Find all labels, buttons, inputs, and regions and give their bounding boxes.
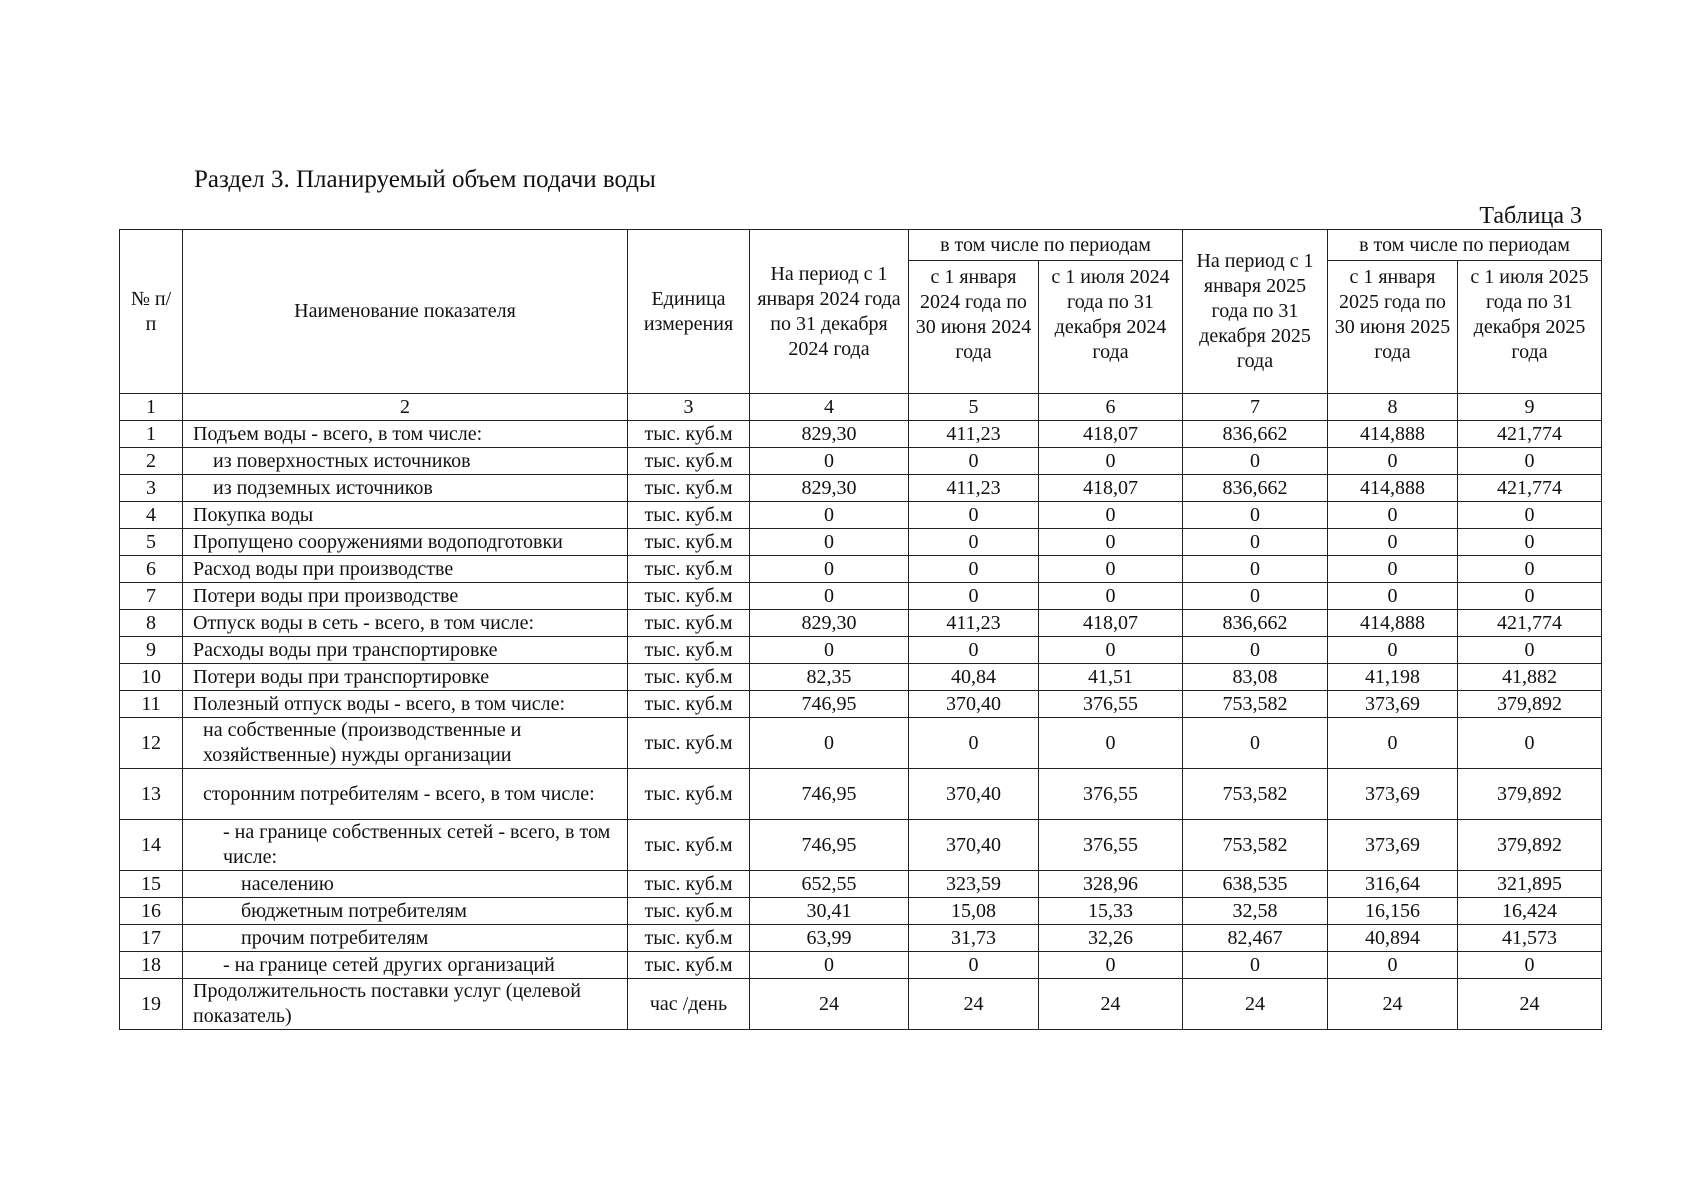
value-cell: 0 <box>1183 583 1328 610</box>
value-cell: 836,662 <box>1183 610 1328 637</box>
unit-cell: тыс. куб.м <box>628 637 750 664</box>
indicator-name: - на границе сетей других организаций <box>183 952 628 979</box>
column-number: 1 <box>120 394 183 421</box>
row-number: 17 <box>120 925 183 952</box>
header-h1-2025: с 1 января 2025 года по 30 июня 2025 года <box>1328 261 1458 394</box>
value-cell: 411,23 <box>909 475 1039 502</box>
row-number: 7 <box>120 583 183 610</box>
value-cell: 30,41 <box>750 898 909 925</box>
value-cell: 829,30 <box>750 421 909 448</box>
indicator-name: - на границе собственных сетей - всего, в том числе: <box>183 820 628 871</box>
indicator-name: Потери воды при транспортировке <box>183 664 628 691</box>
value-cell: 376,55 <box>1039 691 1183 718</box>
indicator-name: Отпуск воды в сеть - всего, в том числе: <box>183 610 628 637</box>
table-row <box>120 718 1602 769</box>
table-row <box>120 952 1602 979</box>
unit-cell: тыс. куб.м <box>628 664 750 691</box>
value-cell: 0 <box>750 952 909 979</box>
value-cell: 0 <box>750 556 909 583</box>
column-number: 2 <box>183 394 628 421</box>
value-cell: 836,662 <box>1183 421 1328 448</box>
unit-cell: тыс. куб.м <box>628 502 750 529</box>
indicator-name: на собственные (производственные и хозяйственные) нужды организации <box>183 718 628 769</box>
table-row <box>120 820 1602 871</box>
header-period-2024: На период с 1 января 2024 года по 31 декабря 2024 года <box>750 230 909 394</box>
value-cell: 379,892 <box>1458 691 1602 718</box>
water-supply-table <box>119 229 1602 1030</box>
value-cell: 31,73 <box>909 925 1039 952</box>
table-row <box>120 898 1602 925</box>
indicator-name: из подземных источников <box>183 475 628 502</box>
table-row <box>120 583 1602 610</box>
value-cell: 0 <box>1039 583 1183 610</box>
row-number: 3 <box>120 475 183 502</box>
value-cell: 373,69 <box>1328 769 1458 820</box>
value-cell: 379,892 <box>1458 820 1602 871</box>
header-num: № п/п <box>120 230 183 394</box>
value-cell: 0 <box>909 637 1039 664</box>
value-cell: 0 <box>750 637 909 664</box>
value-cell: 746,95 <box>750 769 909 820</box>
column-number: 7 <box>1183 394 1328 421</box>
value-cell: 370,40 <box>909 769 1039 820</box>
value-cell: 0 <box>1328 502 1458 529</box>
header-period-2025: На период с 1 января 2025 года по 31 декабря 2025 года <box>1183 230 1328 394</box>
header-unit: Единица измерения <box>628 230 750 394</box>
value-cell: 0 <box>909 583 1039 610</box>
value-cell: 328,96 <box>1039 871 1183 898</box>
unit-cell: тыс. куб.м <box>628 421 750 448</box>
unit-cell: тыс. куб.м <box>628 898 750 925</box>
value-cell: 16,156 <box>1328 898 1458 925</box>
header-group-2025: в том числе по периодам <box>1328 230 1602 261</box>
value-cell: 421,774 <box>1458 475 1602 502</box>
table-row <box>120 979 1602 1030</box>
table-row <box>120 556 1602 583</box>
value-cell: 0 <box>750 448 909 475</box>
value-cell: 0 <box>1328 952 1458 979</box>
value-cell: 0 <box>1183 637 1328 664</box>
value-cell: 15,33 <box>1039 898 1183 925</box>
indicator-name: Расход воды при производстве <box>183 556 628 583</box>
indicator-name: прочим потребителям <box>183 925 628 952</box>
row-number: 5 <box>120 529 183 556</box>
value-cell: 836,662 <box>1183 475 1328 502</box>
value-cell: 0 <box>1039 952 1183 979</box>
value-cell: 418,07 <box>1039 610 1183 637</box>
header-h2-2024: с 1 июля 2024 года по 31 декабря 2024 года <box>1039 261 1183 394</box>
value-cell: 418,07 <box>1039 421 1183 448</box>
value-cell: 0 <box>1458 556 1602 583</box>
unit-cell: тыс. куб.м <box>628 769 750 820</box>
table-row <box>120 637 1602 664</box>
row-number: 18 <box>120 952 183 979</box>
value-cell: 421,774 <box>1458 610 1602 637</box>
row-number: 19 <box>120 979 183 1030</box>
value-cell: 370,40 <box>909 820 1039 871</box>
value-cell: 376,55 <box>1039 769 1183 820</box>
value-cell: 0 <box>1183 448 1328 475</box>
header-h2-2025: с 1 июля 2025 года по 31 декабря 2025 года <box>1458 261 1602 394</box>
table-row <box>120 664 1602 691</box>
value-cell: 0 <box>1183 718 1328 769</box>
value-cell: 0 <box>1458 583 1602 610</box>
value-cell: 40,84 <box>909 664 1039 691</box>
value-cell: 0 <box>1458 502 1602 529</box>
value-cell: 0 <box>1458 952 1602 979</box>
value-cell: 379,892 <box>1458 769 1602 820</box>
unit-cell: тыс. куб.м <box>628 871 750 898</box>
indicator-name: Подъем воды - всего, в том числе: <box>183 421 628 448</box>
unit-cell: тыс. куб.м <box>628 691 750 718</box>
column-number: 8 <box>1328 394 1458 421</box>
value-cell: 82,35 <box>750 664 909 691</box>
row-number: 2 <box>120 448 183 475</box>
value-cell: 0 <box>1458 718 1602 769</box>
table-row <box>120 691 1602 718</box>
indicator-name: Полезный отпуск воды - всего, в том числе: <box>183 691 628 718</box>
value-cell: 15,08 <box>909 898 1039 925</box>
value-cell: 829,30 <box>750 475 909 502</box>
value-cell: 83,08 <box>1183 664 1328 691</box>
column-number: 4 <box>750 394 909 421</box>
row-number: 16 <box>120 898 183 925</box>
unit-cell: тыс. куб.м <box>628 475 750 502</box>
value-cell: 0 <box>1328 718 1458 769</box>
value-cell: 0 <box>1183 529 1328 556</box>
column-number-row <box>120 394 1602 421</box>
value-cell: 0 <box>1039 718 1183 769</box>
row-number: 9 <box>120 637 183 664</box>
value-cell: 0 <box>1183 952 1328 979</box>
header-h1-2024: с 1 января 2024 года по 30 июня 2024 года <box>909 261 1039 394</box>
value-cell: 376,55 <box>1039 820 1183 871</box>
table-label: Таблица 3 <box>1479 203 1582 229</box>
value-cell: 24 <box>750 979 909 1030</box>
value-cell: 373,69 <box>1328 820 1458 871</box>
value-cell: 414,888 <box>1328 610 1458 637</box>
value-cell: 0 <box>909 448 1039 475</box>
unit-cell: тыс. куб.м <box>628 718 750 769</box>
value-cell: 24 <box>1328 979 1458 1030</box>
table-row <box>120 925 1602 952</box>
section-heading: Раздел 3. Планируемый объем подачи воды <box>194 166 656 193</box>
row-number: 10 <box>120 664 183 691</box>
row-number: 1 <box>120 421 183 448</box>
column-number: 5 <box>909 394 1039 421</box>
table-row <box>120 610 1602 637</box>
column-number: 3 <box>628 394 750 421</box>
value-cell: 41,882 <box>1458 664 1602 691</box>
indicator-name: Пропущено сооружениями водоподготовки <box>183 529 628 556</box>
value-cell: 0 <box>1039 556 1183 583</box>
value-cell: 0 <box>1328 556 1458 583</box>
value-cell: 0 <box>1458 637 1602 664</box>
value-cell: 16,424 <box>1458 898 1602 925</box>
value-cell: 0 <box>750 718 909 769</box>
value-cell: 0 <box>909 529 1039 556</box>
indicator-name: Потери воды при производстве <box>183 583 628 610</box>
value-cell: 24 <box>1458 979 1602 1030</box>
value-cell: 370,40 <box>909 691 1039 718</box>
unit-cell: час /день <box>628 979 750 1030</box>
value-cell: 32,58 <box>1183 898 1328 925</box>
value-cell: 316,64 <box>1328 871 1458 898</box>
header-group-2024: в том числе по периодам <box>909 230 1183 261</box>
table-row <box>120 421 1602 448</box>
value-cell: 746,95 <box>750 691 909 718</box>
value-cell: 0 <box>1183 556 1328 583</box>
value-cell: 41,573 <box>1458 925 1602 952</box>
value-cell: 753,582 <box>1183 769 1328 820</box>
value-cell: 421,774 <box>1458 421 1602 448</box>
value-cell: 0 <box>909 718 1039 769</box>
value-cell: 638,535 <box>1183 871 1328 898</box>
value-cell: 24 <box>1039 979 1183 1030</box>
value-cell: 652,55 <box>750 871 909 898</box>
value-cell: 321,895 <box>1458 871 1602 898</box>
value-cell: 746,95 <box>750 820 909 871</box>
row-number: 8 <box>120 610 183 637</box>
value-cell: 829,30 <box>750 610 909 637</box>
indicator-name: населению <box>183 871 628 898</box>
unit-cell: тыс. куб.м <box>628 583 750 610</box>
indicator-name: из поверхностных источников <box>183 448 628 475</box>
value-cell: 753,582 <box>1183 691 1328 718</box>
indicator-name: Покупка воды <box>183 502 628 529</box>
value-cell: 0 <box>750 502 909 529</box>
row-number: 12 <box>120 718 183 769</box>
unit-cell: тыс. куб.м <box>628 610 750 637</box>
row-number: 14 <box>120 820 183 871</box>
value-cell: 0 <box>1039 502 1183 529</box>
value-cell: 24 <box>1183 979 1328 1030</box>
indicator-name: сторонним потребителям - всего, в том числе: <box>183 769 628 820</box>
value-cell: 0 <box>909 556 1039 583</box>
row-number: 13 <box>120 769 183 820</box>
table-row <box>120 529 1602 556</box>
value-cell: 0 <box>1328 583 1458 610</box>
value-cell: 32,26 <box>1039 925 1183 952</box>
value-cell: 82,467 <box>1183 925 1328 952</box>
value-cell: 0 <box>750 583 909 610</box>
value-cell: 418,07 <box>1039 475 1183 502</box>
table-row <box>120 769 1602 820</box>
value-cell: 0 <box>1458 448 1602 475</box>
value-cell: 40,894 <box>1328 925 1458 952</box>
unit-cell: тыс. куб.м <box>628 952 750 979</box>
unit-cell: тыс. куб.м <box>628 556 750 583</box>
value-cell: 0 <box>1328 529 1458 556</box>
value-cell: 0 <box>1183 502 1328 529</box>
value-cell: 0 <box>750 529 909 556</box>
indicator-name: Продолжительность поставки услуг (целевой показатель) <box>183 979 628 1030</box>
value-cell: 63,99 <box>750 925 909 952</box>
table-row <box>120 475 1602 502</box>
unit-cell: тыс. куб.м <box>628 448 750 475</box>
value-cell: 323,59 <box>909 871 1039 898</box>
value-cell: 0 <box>909 502 1039 529</box>
column-number: 6 <box>1039 394 1183 421</box>
value-cell: 411,23 <box>909 421 1039 448</box>
value-cell: 0 <box>1458 529 1602 556</box>
column-number: 9 <box>1458 394 1602 421</box>
row-number: 15 <box>120 871 183 898</box>
value-cell: 411,23 <box>909 610 1039 637</box>
value-cell: 0 <box>1039 637 1183 664</box>
value-cell: 24 <box>909 979 1039 1030</box>
value-cell: 414,888 <box>1328 421 1458 448</box>
unit-cell: тыс. куб.м <box>628 925 750 952</box>
unit-cell: тыс. куб.м <box>628 529 750 556</box>
value-cell: 41,198 <box>1328 664 1458 691</box>
value-cell: 41,51 <box>1039 664 1183 691</box>
header-name: Наименование показателя <box>183 230 628 394</box>
row-number: 4 <box>120 502 183 529</box>
value-cell: 0 <box>1328 448 1458 475</box>
value-cell: 0 <box>1039 529 1183 556</box>
value-cell: 373,69 <box>1328 691 1458 718</box>
indicator-name: Расходы воды при транспортировке <box>183 637 628 664</box>
unit-cell: тыс. куб.м <box>628 820 750 871</box>
value-cell: 753,582 <box>1183 820 1328 871</box>
table-row <box>120 502 1602 529</box>
indicator-name: бюджетным потребителям <box>183 898 628 925</box>
table-row <box>120 871 1602 898</box>
row-number: 11 <box>120 691 183 718</box>
value-cell: 0 <box>1328 637 1458 664</box>
row-number: 6 <box>120 556 183 583</box>
value-cell: 0 <box>1039 448 1183 475</box>
table-row <box>120 448 1602 475</box>
value-cell: 414,888 <box>1328 475 1458 502</box>
value-cell: 0 <box>909 952 1039 979</box>
